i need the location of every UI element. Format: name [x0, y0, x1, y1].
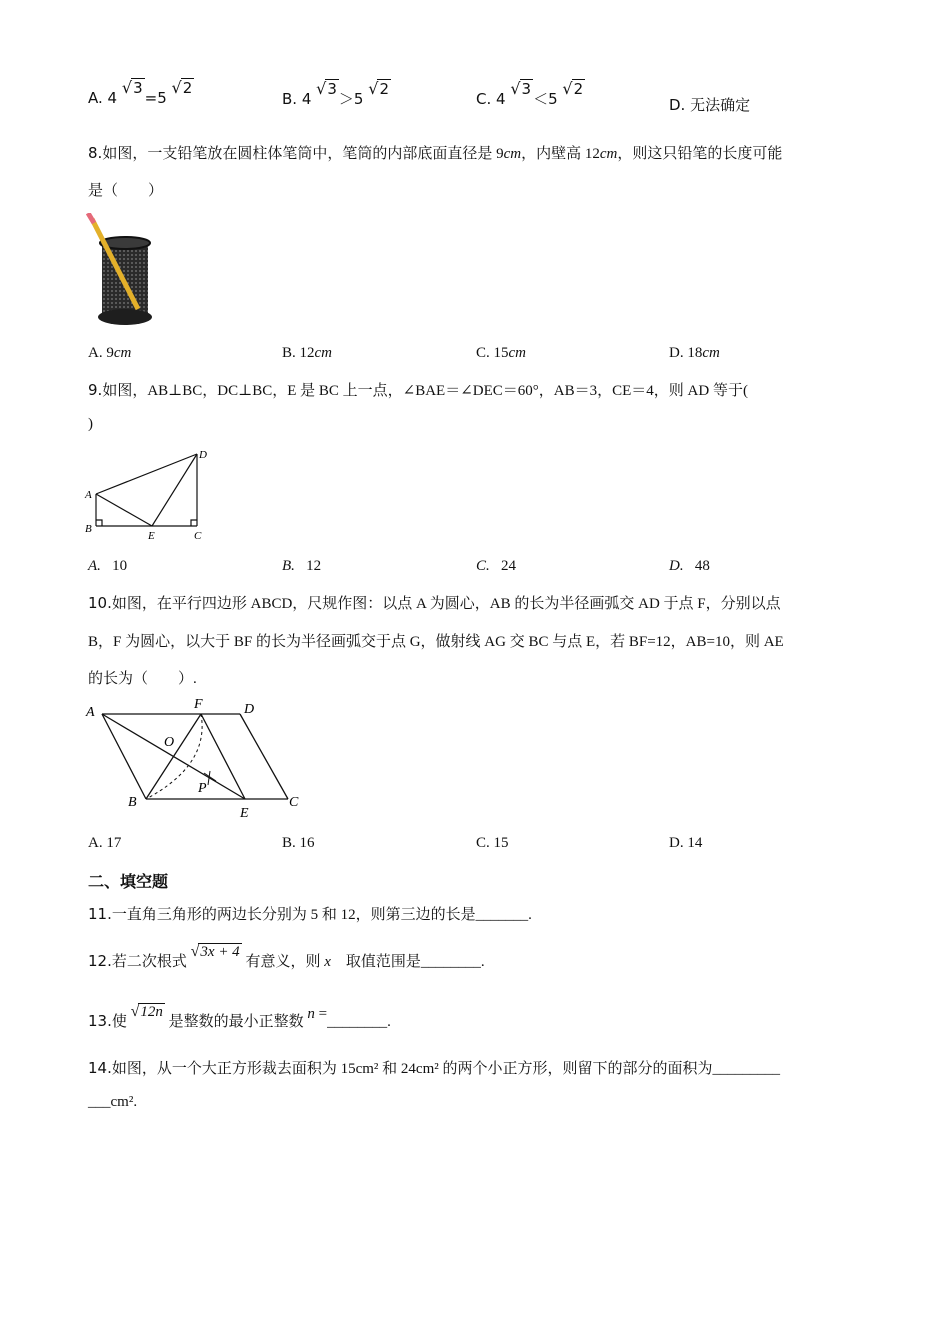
q8-line2: 是（ ） [88, 183, 164, 199]
q9-line1: 9.如图，AB⊥BC，DC⊥BC，E 是 BC 上一点，∠BAE＝∠DEC＝60°，AB＝3，CE＝4，则 AD 等于( [88, 381, 748, 399]
q9-label-a: A [85, 489, 92, 501]
q10-label-o: O [164, 735, 175, 750]
q10-label-e: E [240, 806, 249, 821]
q13-line: 13.使 √12n 是整数的最小正整数 n =________. [88, 1003, 391, 1030]
q10-label-b: B [128, 795, 137, 810]
q9-option-d[interactable]: D. 48 [669, 558, 710, 574]
q9-label-b: B [85, 523, 92, 535]
sqrt-symbol: √2 [171, 78, 193, 97]
q9-triangle-figure [84, 446, 214, 542]
q9-label-e: E [148, 530, 155, 542]
q9-line2: ) [88, 416, 93, 432]
q10-line3: 的长为（ ）. [88, 671, 197, 687]
q10-line2: B，F 为圆心，以大于 BF 的长为半径画弧交于点 G，做射线 AG 交 BC 与点 E，若 BF=12，AB=10，则 AE [88, 634, 784, 650]
sqrt-symbol: √12n [130, 1003, 163, 1020]
q10-label-a: A [86, 705, 95, 720]
q10-label-d: D [244, 702, 255, 717]
q13-number: 13. [88, 1012, 112, 1030]
q11-number: 11. [88, 905, 112, 923]
q10-label-p: P [198, 781, 207, 796]
q10-option-c[interactable]: C. 15 [476, 835, 509, 851]
q8-option-a[interactable]: A. 9cm [88, 345, 132, 361]
q9-option-c[interactable]: C. 24 [476, 558, 517, 574]
q8-number: 8. [88, 144, 103, 162]
pencil-cup-figure [86, 213, 164, 329]
q10-label-f: F [194, 697, 203, 712]
q12-line: 12.若二次根式 √3x + 4 有意义，则 x 取值范围是________. [88, 943, 485, 970]
q7-option-b[interactable]: B. 4 √3＞5 √2 [282, 79, 389, 108]
q9-option-b[interactable]: B. 12 [282, 558, 322, 574]
q10-option-d[interactable]: D. 14 [669, 835, 703, 851]
sqrt-symbol: √3x + 4 [190, 943, 240, 960]
q8-option-c[interactable]: C. 15cm [476, 345, 527, 361]
q8-option-d[interactable]: D. 18cm [669, 345, 720, 361]
q10-number: 10. [88, 594, 112, 612]
q10-label-c: C [289, 795, 299, 810]
q8-option-b[interactable]: B. 12cm [282, 345, 333, 361]
q7-option-c[interactable]: C. 4 √3＜5 √2 [476, 79, 584, 108]
q8-line1: 8.如图，一支铅笔放在圆柱体笔筒中，笔筒的内部底面直径是 9cm，内壁高 12cm，则这只铅笔的长度可能 [88, 144, 783, 162]
section-title: 二、填空题 [88, 874, 169, 891]
q7-option-d[interactable]: D. 无法确定 [669, 96, 751, 114]
sqrt-symbol: √2 [368, 79, 389, 98]
q11-line: 11.一直角三角形的两边长分别为 5 和 12，则第三边的长是_______. [88, 905, 532, 923]
q14-line2: ___cm². [88, 1094, 138, 1110]
q10-line1: 10.如图，在平行四边形 ABCD，尺规作图：以点 A 为圆心，AB 的长为半径画弧交 AD 于点 F，分别以点 [88, 594, 781, 612]
sqrt-symbol: √3 [510, 79, 532, 98]
sqrt-symbol: √3 [121, 78, 143, 97]
sqrt-symbol: √3 [316, 79, 337, 98]
q9-label-d: D [199, 449, 207, 461]
q10-option-b[interactable]: B. 16 [282, 835, 315, 851]
q7-option-a[interactable]: A. 4 √3=5 √2 [88, 78, 193, 107]
q9-label-c: C [194, 530, 202, 542]
q9-option-a[interactable]: A. 10 [88, 558, 128, 574]
q10-parallelogram-figure [84, 695, 306, 823]
q14-number: 14. [88, 1059, 112, 1077]
q12-number: 12. [88, 952, 112, 970]
sqrt-symbol: √2 [562, 79, 584, 98]
q10-option-a[interactable]: A. 17 [88, 835, 122, 851]
q9-number: 9. [88, 381, 103, 399]
q14-line1: 14.如图，从一个大正方形裁去面积为 15cm² 和 24cm² 的两个小正方形，则留下的部分的面积为_________ [88, 1059, 781, 1077]
